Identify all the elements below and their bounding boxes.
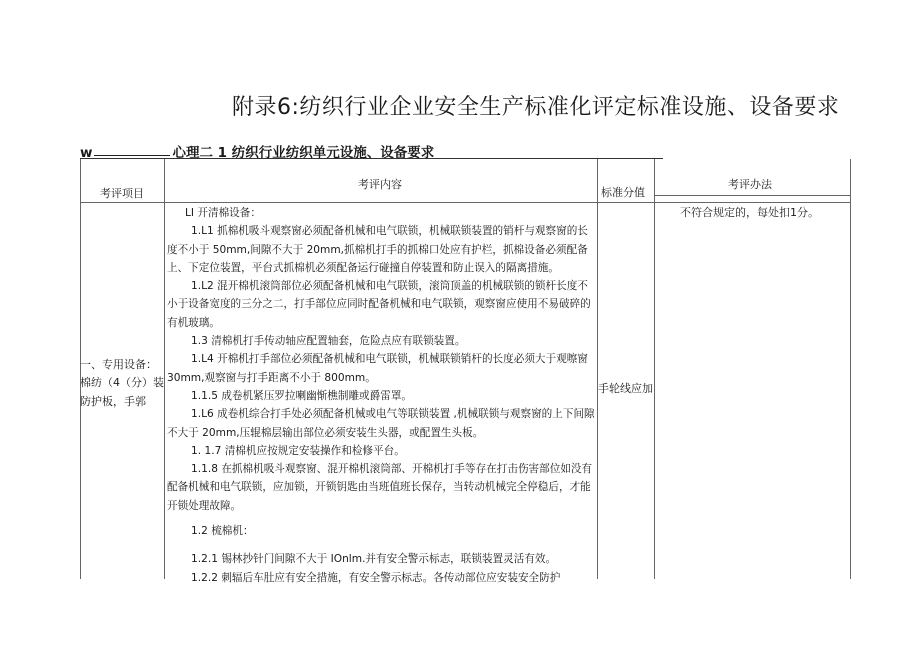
- method-cell: 不符合规定的，每处扣1分。: [680, 206, 819, 219]
- caption-rule: [80, 158, 663, 159]
- content-line: 1. 1.7 清棉机应按规定安装操作和检修平台。: [191, 444, 405, 457]
- method-header-rule: [654, 195, 850, 196]
- content-line: 1.2.2 刺辐后车肚应有安全措施，有安全警示标志。各传动部位应安装安全防护: [191, 571, 561, 584]
- content-line: 1.1.8 在抓棉机吸斗观察窗、混开棉机滚筒部、开棉机打手等存在打击伤害部位如没有配备机械和电气联锁，应加锁，开锁钥匙由当班值班长保存，当转动机械完全停稳后，才能开锁处理故障。: [167, 463, 593, 512]
- content-line: 1.2 梳棉机：: [191, 525, 254, 538]
- caption-text: 心理二 1 纺织行业纺织单元设施、设备要求: [172, 145, 435, 161]
- content-line: 1.L1 抓棉机吸斗观察窗必须配备机械和电气联锁，机械联锁装置的销杆与观察窗的长度不小于 50mm,间隙不大于 20mm,抓棉机打手的抓棉口处应有护栏，抓棉设备必须配备上、下定位装置，平台式抓棉机必须配备运行碰撞自停装置和防止误入的隔离措施。: [167, 225, 588, 274]
- header-method: 考评办法: [728, 178, 772, 191]
- header-content: 考评内容: [358, 178, 402, 191]
- content-line: 1.2.1 锡林抄针门间隙不大于 IOnlm.并有安全警示标志，联锁装置灵活有效。: [191, 553, 557, 566]
- table-border-right: [850, 159, 851, 579]
- table-divider-3: [654, 159, 655, 579]
- document-title: 附录6:纺织行业企业安全生产标准化评定标准设施、设备要求: [232, 95, 840, 120]
- content-line: 1.L2 混开棉机滚筒部位必须配备机械和电气联锁，滚筒顶盖的机械联锁的锁杆长度不小于设备宽度的三分之二，打手部位应同时配备机械和电气联锁，观察窗应使用不易破碎的有机玻璃。: [167, 280, 591, 329]
- table-divider-2: [597, 159, 598, 579]
- content-line: LI 开清棉设备：: [185, 207, 261, 219]
- content-cell: [167, 204, 595, 587]
- content-line: 1.3 清棉机打手传动轴应配置轴套，危险点应有联锁装置。: [191, 335, 466, 348]
- header-bottom-rule: [80, 202, 850, 203]
- item-cell: 一、专用设备：棉纺（4（分）装防护板，手郭: [80, 358, 164, 408]
- caption-underline: [94, 155, 170, 156]
- caption-prefix: w: [80, 145, 93, 161]
- header-item: 考评项目: [100, 187, 144, 200]
- content-line: 1.L4 开棉机打手部位必须配备机械和电气联锁，机械联锁销杆的长度必须大于观嚓窗30mm,观察窗与打手距离不小于 800mm。: [167, 353, 588, 384]
- score-cell: 手轮线应加: [598, 382, 653, 395]
- header-score: 标准分值: [601, 186, 645, 199]
- content-line: 1.1.5 成卷机紧压罗拉喇幽惭樵制雕或爵雷罩。: [191, 389, 413, 402]
- table-divider-1: [164, 159, 165, 579]
- content-line: 1.L6 成卷机综合打手处必须配备机械或电气等联锁装置 ,机械联锁与观察窗的上下间隙不大于 20mm,压辊棉层输出部位必须安装生头器，或配置生头板。: [167, 408, 595, 439]
